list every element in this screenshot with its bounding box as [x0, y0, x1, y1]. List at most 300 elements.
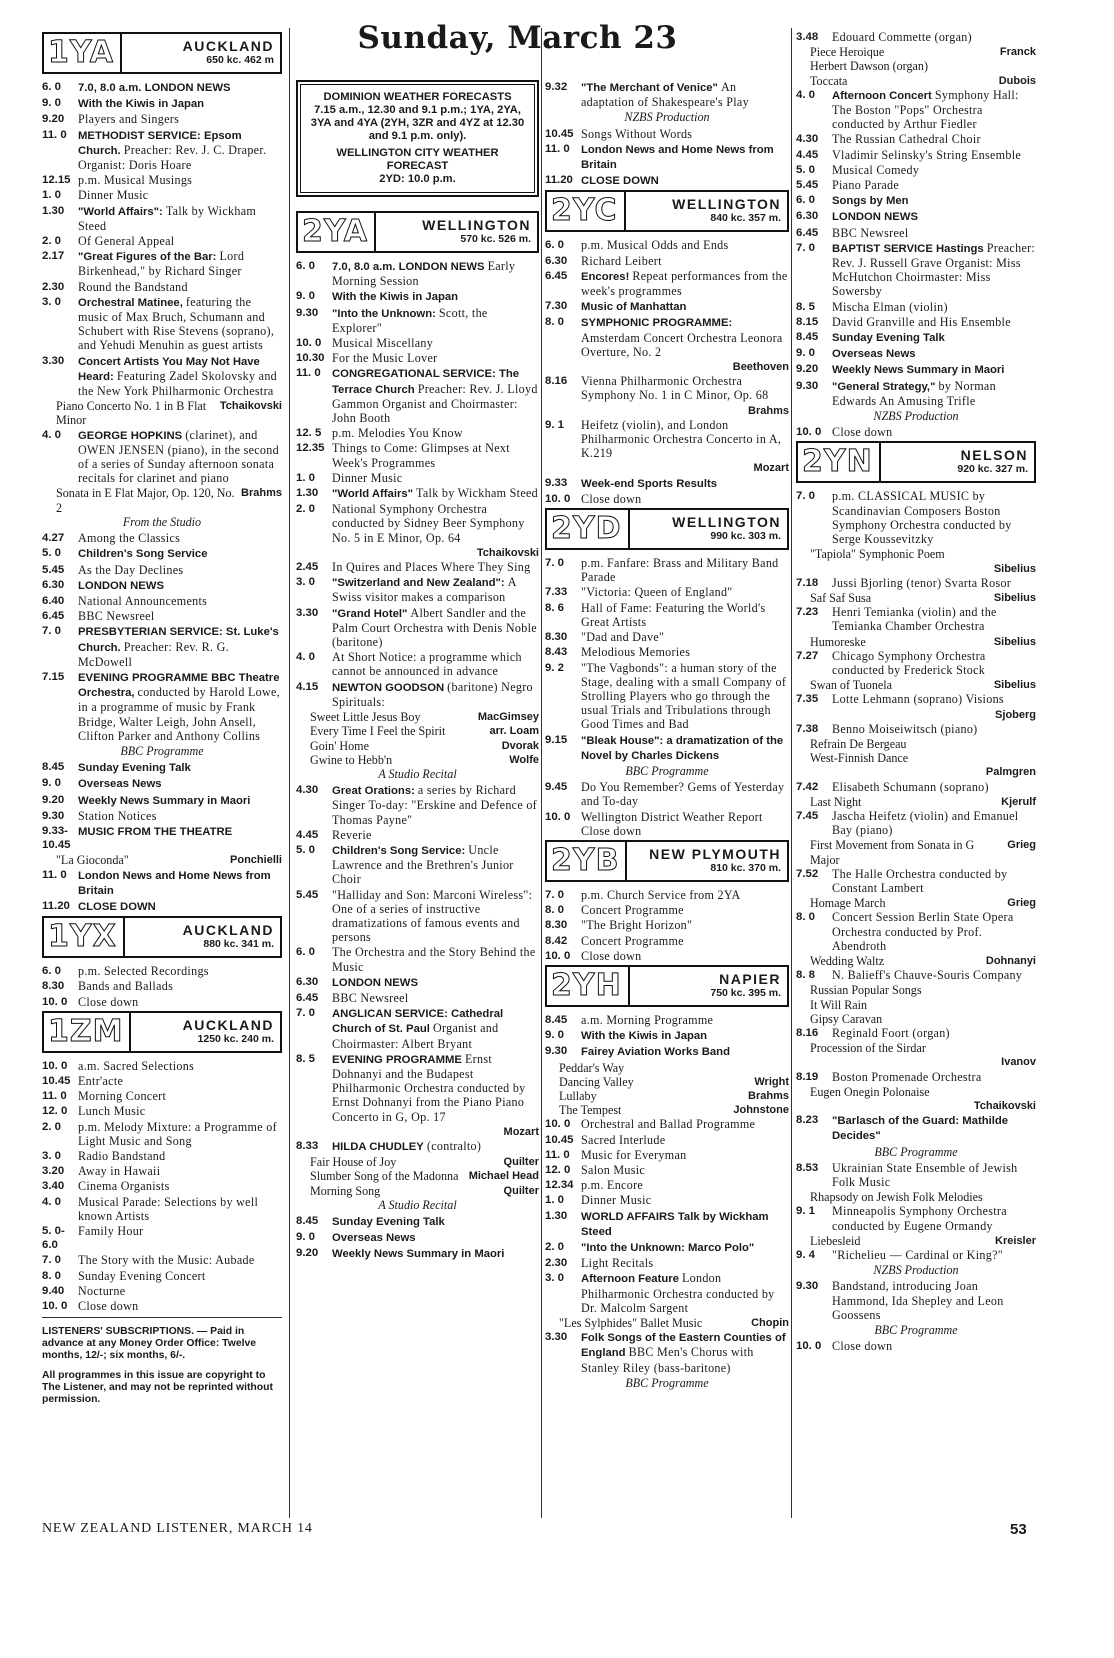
- work-line: [545, 1061, 789, 1075]
- work-line: [796, 838, 1036, 866]
- programme-body: [581, 601, 789, 629]
- programme-entry: [545, 315, 789, 359]
- programme-detail: a.m. Morning Programme: [581, 1012, 714, 1027]
- programme-detail: Scott, the Explorer": [332, 305, 488, 335]
- programme-title: METHODIST SERVICE: Epsom Church.: [78, 129, 242, 157]
- weather-times: 7.15 a.m., 12.30 and 9.1 p.m.; 1YA, 2YA, 3YA and 4YA (2YH, 3ZR and 4YZ at 12.30 and 9.1 p.m. only).: [310, 104, 525, 142]
- programme-list-2yn: [796, 1339, 1036, 1353]
- station-city: AUCKLAND: [182, 1016, 274, 1033]
- programme-time: 12. 0: [545, 1163, 571, 1176]
- work-line: [545, 1075, 789, 1089]
- work-title: Slumber Song of the Madonna: [310, 1169, 459, 1184]
- programme-body: [581, 254, 789, 268]
- programme-body: [832, 379, 1036, 408]
- programme-detail: Organist and Choirmaster: Albert Bryant: [332, 1021, 499, 1051]
- column-3: [545, 80, 789, 1392]
- programme-body: [332, 306, 539, 335]
- programme-list-2yn: [796, 722, 1036, 736]
- programme-entry: [42, 173, 282, 187]
- programme-time: 5. 0: [42, 547, 61, 560]
- programme-entry: [42, 1179, 282, 1193]
- programme-body: [332, 606, 539, 650]
- programme-title: London News and Home News from Britain: [78, 869, 271, 897]
- programme-entry: [42, 1195, 282, 1223]
- programme-entry: [545, 418, 789, 461]
- programme-detail: p.m. Melody Mixture: a Programme of Light Music and Song: [78, 1119, 277, 1148]
- work-list: [796, 1234, 1036, 1248]
- programme-note: NZBS Production: [873, 409, 959, 424]
- programme-time: 4. 0: [42, 428, 61, 441]
- programme-title: Fairey Aviation Works Band: [581, 1046, 730, 1059]
- programme-entry: [42, 1224, 282, 1252]
- programme-time: 1.30: [296, 487, 319, 500]
- station-1zm-header: [42, 1011, 282, 1053]
- programme-entry: [296, 441, 539, 469]
- programme-body: [832, 605, 1036, 633]
- programme-title: With the Kiwis in Japan: [581, 1030, 708, 1043]
- programme-time: 3. 0: [42, 1150, 61, 1162]
- programme-detail: Music for Everyman: [581, 1147, 687, 1162]
- work-list: [796, 954, 1036, 968]
- programme-detail: Close down: [832, 1339, 893, 1354]
- programme-detail: London Philharmonic Orchestra conducted by Dr. Malcolm Sargent: [581, 1271, 775, 1315]
- programme-time: 7. 0: [42, 625, 61, 638]
- programme-time: 8.16: [796, 1027, 819, 1039]
- programme-body: [332, 259, 539, 288]
- station-frequency: 750 kc. 395 m.: [710, 986, 781, 999]
- work-line: [796, 1085, 1036, 1099]
- programme-title: Overseas News: [332, 1232, 416, 1245]
- programme-entry: [296, 828, 539, 842]
- programme-detail: conducted by Harold Lowe, in a programme of music by Frank Bridge, Walter Leigh, John Ansell, Clifton Parker and Anthony Collins: [78, 685, 281, 743]
- column-1: [42, 30, 282, 1406]
- work-line: [796, 45, 1036, 59]
- programme-time: 6.30: [796, 210, 819, 223]
- programme-title: SYMPHONIC PROGRAMME:: [581, 317, 733, 330]
- programme-detail: Station Notices: [78, 808, 157, 823]
- programme-entry: [545, 661, 789, 732]
- programme-time: 7.45: [796, 809, 819, 822]
- programme-time: 3.30: [296, 606, 319, 619]
- programme-body: [832, 148, 1036, 162]
- programme-body: [332, 843, 539, 887]
- work-title: Morning Song: [310, 1183, 381, 1198]
- programme-body: [581, 1028, 789, 1043]
- programme-entry: [42, 80, 282, 95]
- programme-title: Week-end Sports Results: [581, 477, 718, 490]
- programme-body: [332, 1052, 539, 1124]
- programme-detail: An adaptation of Shakespeare's Play: [581, 80, 749, 110]
- programme-detail: At Short Notice: a programme which cannot be announced in advance: [332, 650, 522, 679]
- station-frequency: 810 kc. 370 m.: [710, 861, 781, 874]
- work-line: [545, 1089, 789, 1103]
- programme-detail: Albert Sandler and the Palm Court Orchestra with Denis Noble (baritone): [332, 605, 537, 650]
- programme-body: [581, 903, 789, 917]
- work-list: [796, 708, 1036, 722]
- programme-body: [581, 585, 789, 599]
- programme-detail: Uncle Lawrence and the Brethren's Junior Choir: [332, 842, 514, 887]
- programme-title: BAPTIST SERVICE Hastings: [832, 242, 984, 255]
- programme-body: [832, 132, 1036, 146]
- programme-detail: For the Music Lover: [332, 351, 438, 366]
- programme-entry: [545, 254, 789, 268]
- programme-body: [78, 964, 282, 978]
- programme-detail: Family Hour: [78, 1224, 144, 1239]
- programme-list-2ya-e: [296, 1214, 539, 1262]
- programme-note: BBC Programme: [874, 1323, 958, 1338]
- programme-title: "Switzerland and New Zealand":: [332, 577, 505, 590]
- work-line: [296, 739, 539, 753]
- programme-title: Orchestral Matinee,: [78, 296, 183, 309]
- programme-entry: [42, 824, 282, 852]
- programme-body: [581, 238, 789, 252]
- programme-time: 8.45: [796, 331, 819, 344]
- programme-body: [581, 173, 789, 188]
- programme-entry: [42, 793, 282, 808]
- programme-title: "World Affairs": [332, 488, 414, 501]
- programme-body: [832, 968, 1036, 982]
- programme-body: [78, 1284, 282, 1298]
- programme-title: Weekly News Summary in Maori: [78, 794, 251, 807]
- programme-title: Weekly News Summary in Maori: [332, 1248, 505, 1261]
- programme-body: [78, 793, 282, 808]
- programme-detail: (clarinet), and OWEN JENSEN (piano), in the second of a series of Sunday afternoon sonata recitals for clarinet and piano: [78, 427, 279, 486]
- work-title: Every Time I Feel the Spirit: [310, 724, 446, 739]
- programme-time: 9. 1: [796, 1205, 815, 1218]
- programme-entry: [545, 173, 789, 188]
- composer: Dubois: [998, 74, 1036, 87]
- programme-title: Sunday Evening Talk: [832, 332, 945, 345]
- programme-time: 6. 0: [42, 81, 61, 93]
- programme-body: [332, 441, 539, 469]
- programme-detail: Concert Programme: [581, 903, 684, 918]
- programme-body: [332, 650, 539, 678]
- programme-time: 9. 4: [796, 1249, 815, 1262]
- programme-detail: "The Vagbonds": a human story of the Stage, dealing with a small Company of Strolling Players who go through the usual Trials and Tribulations through Good Times and Bad: [581, 660, 787, 732]
- programme-time: 3.30: [42, 354, 65, 367]
- programme-entry: [296, 289, 539, 304]
- programme-body: [832, 1161, 1036, 1189]
- programme-list-continued: [545, 80, 789, 109]
- programme-title: MUSIC FROM THE THEATRE: [78, 825, 233, 838]
- programme-time: 9. 0: [42, 97, 61, 110]
- programme-detail: Featuring Zadel Skolovsky and the New York Philharmonic Orchestra: [78, 368, 278, 399]
- composer: Sibelius: [993, 635, 1036, 648]
- programme-entry: [42, 995, 282, 1009]
- work-line: [796, 635, 1036, 649]
- work-line: Mozart: [753, 462, 789, 475]
- programme-list-2yn: [796, 1204, 1036, 1232]
- programme-detail: "Richelieu — Cardinal or King?": [832, 1248, 1003, 1263]
- programme-body: [78, 1149, 282, 1163]
- programme-body: [332, 575, 539, 604]
- column-4: [796, 30, 1036, 1354]
- programme-body: [332, 828, 539, 842]
- subscriptions-note: LISTENERS' SUBSCRIPTIONS. — Paid in advance at any Money Order Office: Twelve months, 12/-; six months, 6/-.: [42, 1326, 257, 1362]
- programme-title: CONGREGATIONAL SERVICE: The Terrace Church: [332, 368, 520, 396]
- programme-detail: Musical Miscellany: [332, 336, 434, 351]
- programme-title: 7.0, 8.0 a.m. LONDON NEWS: [332, 261, 485, 273]
- programme-list-1ya-d: [42, 760, 282, 852]
- programme-body: [332, 1246, 539, 1261]
- programme-detail: Wellington District Weather Report Close down: [581, 809, 763, 838]
- programme-detail: Piano Parade: [832, 178, 900, 193]
- programme-detail: Close down: [581, 491, 642, 506]
- programme-body: [78, 594, 282, 608]
- programme-body: [581, 142, 789, 172]
- station-city: AUCKLAND: [182, 921, 274, 938]
- work-list: [796, 591, 1036, 605]
- programme-entry: [545, 476, 789, 491]
- programme-body: [581, 269, 789, 298]
- programme-body: [581, 492, 789, 506]
- programme-body: [581, 315, 789, 359]
- programme-body: [832, 315, 1036, 329]
- work-title: First Movement from Sonata in G Major: [810, 838, 975, 867]
- programme-title: Sunday Evening Talk: [332, 1216, 445, 1228]
- station-call-sign: 2YC: [547, 192, 626, 230]
- programme-entry: [545, 810, 789, 838]
- programme-entry: [296, 650, 539, 678]
- station-frequency: 880 kc. 341 m.: [203, 938, 274, 951]
- programme-time: 2.30: [545, 1257, 568, 1270]
- programme-entry: [545, 374, 789, 402]
- work-title: Last Night: [810, 794, 862, 809]
- programme-entry: [42, 670, 282, 743]
- programme-time: 6.45: [296, 991, 319, 1004]
- programme-time: 5. 0: [296, 843, 315, 856]
- programme-detail: Ukrainian State Ensemble of Jewish Folk Music: [832, 1160, 1018, 1190]
- programme-body: [832, 576, 1036, 590]
- programme-body: [832, 1279, 1036, 1322]
- programme-time: 2. 0: [296, 503, 315, 516]
- station-city: WELLINGTON: [422, 216, 531, 233]
- programme-detail: Lord Birkenhead," by Richard Singer: [78, 249, 245, 279]
- programme-entry: [42, 1104, 282, 1118]
- programme-body: [78, 809, 282, 823]
- work-list: [796, 983, 1036, 1026]
- programme-body: [832, 226, 1036, 240]
- weather-title: DOMINION WEATHER FORECASTS: [323, 91, 512, 103]
- programme-detail: Close down: [78, 1299, 139, 1314]
- programme-entry: [796, 1026, 1036, 1040]
- programme-entry: [545, 949, 789, 963]
- programme-time: 4.45: [296, 828, 319, 841]
- programme-detail: "Dad and Dave": [581, 630, 665, 645]
- programme-entry: [796, 867, 1036, 895]
- programme-body: [332, 1214, 539, 1229]
- programme-detail: Players and Singers: [78, 112, 180, 127]
- programme-entry: [42, 563, 282, 577]
- programme-detail: "Victoria: Queen of England": [581, 585, 733, 600]
- programme-time: 8. 5: [796, 300, 815, 313]
- programme-entry: [796, 1339, 1036, 1353]
- programme-body: [332, 502, 539, 545]
- programme-detail: As the Day Declines: [78, 562, 184, 577]
- programme-entry: [42, 1059, 282, 1073]
- programme-body: [581, 645, 789, 659]
- work-title: Toccata: [810, 73, 848, 88]
- programme-title: "General Strategy,": [832, 380, 936, 393]
- programme-entry: [796, 193, 1036, 208]
- work-title: Peddar's Way: [559, 1060, 625, 1075]
- programme-entry: [545, 269, 789, 298]
- programme-body: [832, 809, 1036, 837]
- programme-title: Concert Artists You May Not Have Heard:: [78, 355, 260, 383]
- programme-detail: BBC Newsreel: [78, 609, 155, 624]
- programme-detail: Preacher: Rev. J. C. Draper. Organist: Doris Hoare: [78, 142, 267, 173]
- programme-entry: [796, 605, 1036, 633]
- programme-entry: [42, 204, 282, 233]
- programme-entry: [296, 991, 539, 1005]
- programme-time: 9. 0: [42, 777, 61, 790]
- programme-list-2yb: [545, 888, 789, 963]
- programme-entry: [42, 96, 282, 111]
- programme-detail: Ernst Dohnanyi and the Budapest Philharmonic Orchestra conducted by Ernst Dohnanyi from the Piano Piano Concerto in G, Op. 17: [332, 1051, 526, 1124]
- work-list: [796, 795, 1036, 809]
- programme-time: 9.45: [545, 781, 568, 794]
- programme-time: 7.15: [42, 670, 65, 683]
- programme-body: [832, 300, 1036, 314]
- programme-entry: [42, 112, 282, 126]
- programme-entry: [42, 899, 282, 914]
- programme-detail: The Story with the Music: Aubade: [78, 1253, 255, 1268]
- programme-detail: Chicago Symphony Orchestra conducted by Frederick Stock: [832, 648, 986, 677]
- programme-title: WORLD AFFAIRS Talk by Wickham Steed: [581, 1210, 769, 1238]
- programme-entry: [296, 560, 539, 574]
- programme-list-1ya: [42, 80, 282, 398]
- programme-time: 2. 0: [42, 1120, 61, 1133]
- programme-entry: [796, 163, 1036, 177]
- programme-list-2ya-c: [296, 783, 539, 1124]
- programme-body: [78, 280, 282, 294]
- programme-time: 4. 0: [796, 88, 815, 101]
- programme-title: CLOSE DOWN: [581, 175, 659, 188]
- programme-entry: [42, 1253, 282, 1267]
- programme-detail: BBC Men's Chorus with Stanley Riley (bass-baritone): [581, 1345, 754, 1375]
- station-frequency: 990 kc. 303 m.: [710, 530, 781, 543]
- programme-entry: [796, 330, 1036, 345]
- programme-detail: Jascha Heifetz (violin) and Emanuel Bay (piano): [832, 808, 1019, 838]
- programme-detail: Close down: [78, 994, 139, 1009]
- column-rule: [289, 28, 290, 1518]
- programme-detail: A Swiss visitor makes a comparison: [332, 575, 517, 605]
- programme-time: 5. 0-6.0: [42, 1225, 65, 1252]
- programme-detail: Songs Without Words: [581, 126, 693, 141]
- programme-body: [78, 578, 282, 593]
- programme-body: [581, 780, 789, 808]
- programme-entry: [796, 88, 1036, 132]
- work-title: Saf Saf Susa: [810, 590, 872, 605]
- work-list: [545, 1061, 789, 1118]
- work-title: Liebesleid: [810, 1233, 861, 1248]
- station-frequency: 1250 kc. 240 m.: [197, 1032, 274, 1045]
- work-title: Fair House of Joy: [310, 1155, 397, 1170]
- programme-title: "Barlasch of the Guard: Mathilde Decides": [832, 1115, 1009, 1143]
- programme-body: [832, 780, 1036, 794]
- divider: [42, 1317, 282, 1318]
- programme-entry: [42, 1284, 282, 1298]
- station-frequency: 840 kc. 357 m.: [710, 212, 781, 225]
- programme-list-2yn: [796, 1070, 1036, 1084]
- programme-body: [78, 1195, 282, 1223]
- programme-entry: [545, 80, 789, 109]
- programme-entry: [296, 1052, 539, 1124]
- programme-detail: Round the Bandstand: [78, 279, 188, 294]
- programme-title: EVENING PROGRAMME: [332, 1053, 462, 1066]
- programme-body: [78, 1074, 282, 1088]
- composer: MacGimsey: [477, 711, 539, 724]
- programme-detail: Preacher: Rev. J. Russell Grave Organist: Miss McHutchon Choirmaster: Miss Sowersby: [832, 240, 1036, 299]
- composer: Grieg: [1007, 897, 1036, 910]
- programme-title: With the Kiwis in Japan: [78, 98, 205, 111]
- station-2yh-header: [545, 965, 789, 1007]
- programme-entry: [545, 1271, 789, 1315]
- station-call-sign: 1YX: [44, 918, 125, 956]
- programme-time: 6.40: [42, 594, 65, 607]
- programme-time: 1. 0: [545, 1194, 564, 1207]
- programme-body: [581, 1193, 789, 1207]
- programme-time: 7.35: [796, 693, 819, 706]
- work-title: Gwine to Hebb'n: [310, 752, 393, 767]
- work-line: [796, 708, 1036, 722]
- work-title: Refrain De Bergeau: [810, 736, 907, 751]
- programme-entry: [296, 975, 539, 990]
- programme-body: [581, 127, 789, 141]
- station-call-sign: 2YA: [298, 213, 376, 251]
- programme-title: Music of Manhattan: [581, 301, 687, 314]
- programme-time: 4.15: [296, 680, 319, 693]
- programme-time: 3.48: [796, 31, 819, 43]
- programme-entry: [545, 1163, 789, 1177]
- programme-time: 8. 0: [545, 904, 564, 917]
- programme-time: 1. 0: [296, 471, 315, 484]
- programme-title: 7.0, 8.0 a.m. LONDON NEWS: [78, 82, 231, 94]
- programme-entry: [42, 234, 282, 248]
- programme-time: 8.53: [796, 1161, 819, 1174]
- programme-time: 10. 0: [545, 810, 571, 823]
- programme-body: [581, 810, 789, 838]
- work-line: [796, 795, 1036, 809]
- programme-entry: [796, 300, 1036, 314]
- work-title: Goin' Home: [310, 738, 369, 753]
- programme-title: PRESBYTERIAN SERVICE: St. Luke's Church.: [78, 626, 279, 654]
- programme-title: Folk Songs of the Eastern Counties of England: [581, 1332, 786, 1360]
- programme-time: 12. 5: [296, 427, 322, 440]
- programme-body: [78, 1120, 282, 1148]
- programme-title: London News and Home News from Britain: [581, 143, 774, 172]
- work-line: [796, 678, 1036, 692]
- programme-detail: Sacred Interlude: [581, 1132, 666, 1147]
- programme-list-2yc-b: [545, 374, 789, 402]
- programme-time: 9. 0: [296, 290, 315, 303]
- programme-time: 1.30: [42, 204, 65, 217]
- programme-entry: [296, 336, 539, 350]
- work-line: [796, 1041, 1036, 1055]
- programme-entry: [296, 575, 539, 604]
- programme-time: 8. 5: [296, 1052, 315, 1065]
- programme-time: 2.45: [296, 561, 319, 574]
- programme-entry: [545, 1256, 789, 1270]
- programme-time: 8.15: [796, 315, 819, 328]
- work-title: Rhapsody on Jewish Folk Melodies: [810, 1190, 983, 1205]
- programme-detail: Vladimir Selinsky's String Ensemble: [832, 147, 1022, 162]
- work-list: [296, 1155, 539, 1198]
- programme-detail: BBC Newsreel: [332, 990, 409, 1005]
- programme-entry: [545, 1133, 789, 1147]
- programme-entry: [796, 425, 1036, 439]
- programme-title: Afternoon Concert: [832, 89, 932, 102]
